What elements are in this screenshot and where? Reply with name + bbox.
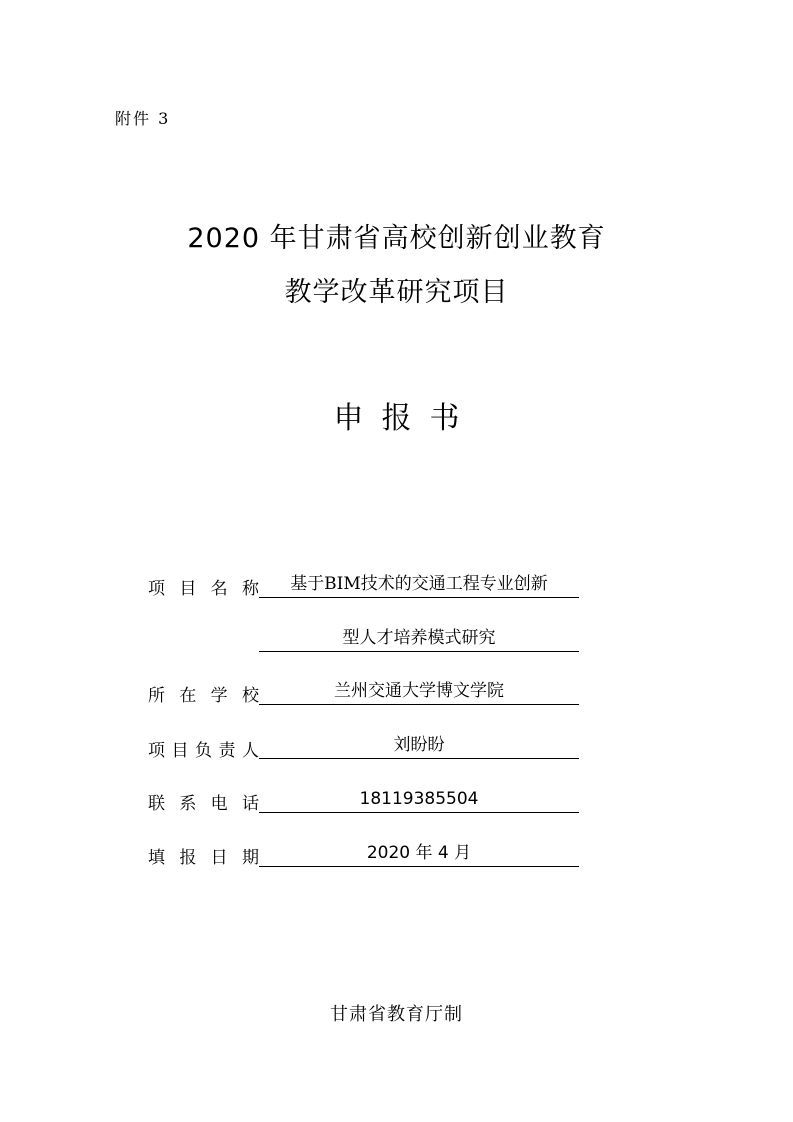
- label-char: 责: [218, 741, 236, 761]
- project-name-value-line-2: 型人才培养模式研究: [259, 627, 579, 652]
- label-char: 系: [179, 794, 197, 814]
- label-char: 项: [148, 741, 165, 761]
- label-char: 日: [210, 848, 228, 868]
- label-char: 报: [179, 848, 197, 868]
- label-char: 在: [179, 686, 197, 706]
- school-value: 兰州交通大学博文学院: [259, 680, 579, 705]
- label-char: 期: [241, 848, 259, 868]
- label-char: 目: [179, 579, 197, 599]
- date-label: [148, 843, 259, 868]
- school-label: [148, 681, 259, 706]
- project-name-label: [148, 574, 259, 599]
- label-char: 名: [210, 579, 228, 599]
- label-char: 所: [148, 686, 165, 706]
- title-line-2: 教学改革研究项目: [284, 277, 509, 308]
- label-char: 填: [148, 848, 165, 868]
- label-char: 校: [241, 686, 259, 706]
- label-char: 学: [210, 686, 228, 706]
- phone-value: 18119385504: [259, 788, 579, 813]
- label-char: 目: [171, 741, 189, 761]
- label-char: 负: [195, 741, 212, 761]
- project-leader-label: [148, 736, 259, 761]
- attachment-label: 附件 3: [115, 109, 171, 128]
- document-type: 申报书: [333, 401, 478, 436]
- label-char: 项: [148, 579, 165, 599]
- project-name-value-line-1: 基于BIM技术的交通工程专业创新: [259, 573, 579, 598]
- title-line-1: 2020 年甘肃省高校创新创业教育: [187, 223, 606, 254]
- date-value: 2020 年 4 月: [259, 842, 579, 867]
- label-char: 电: [210, 794, 228, 814]
- project-leader-value: 刘盼盼: [259, 734, 579, 759]
- label-char: 称: [241, 579, 259, 599]
- issuer-label: 甘肃省教育厅制: [330, 1004, 463, 1025]
- phone-label: [148, 789, 259, 814]
- label-char: 联: [148, 794, 165, 814]
- label-char: 话: [241, 794, 259, 814]
- label-char: 人: [242, 741, 259, 761]
